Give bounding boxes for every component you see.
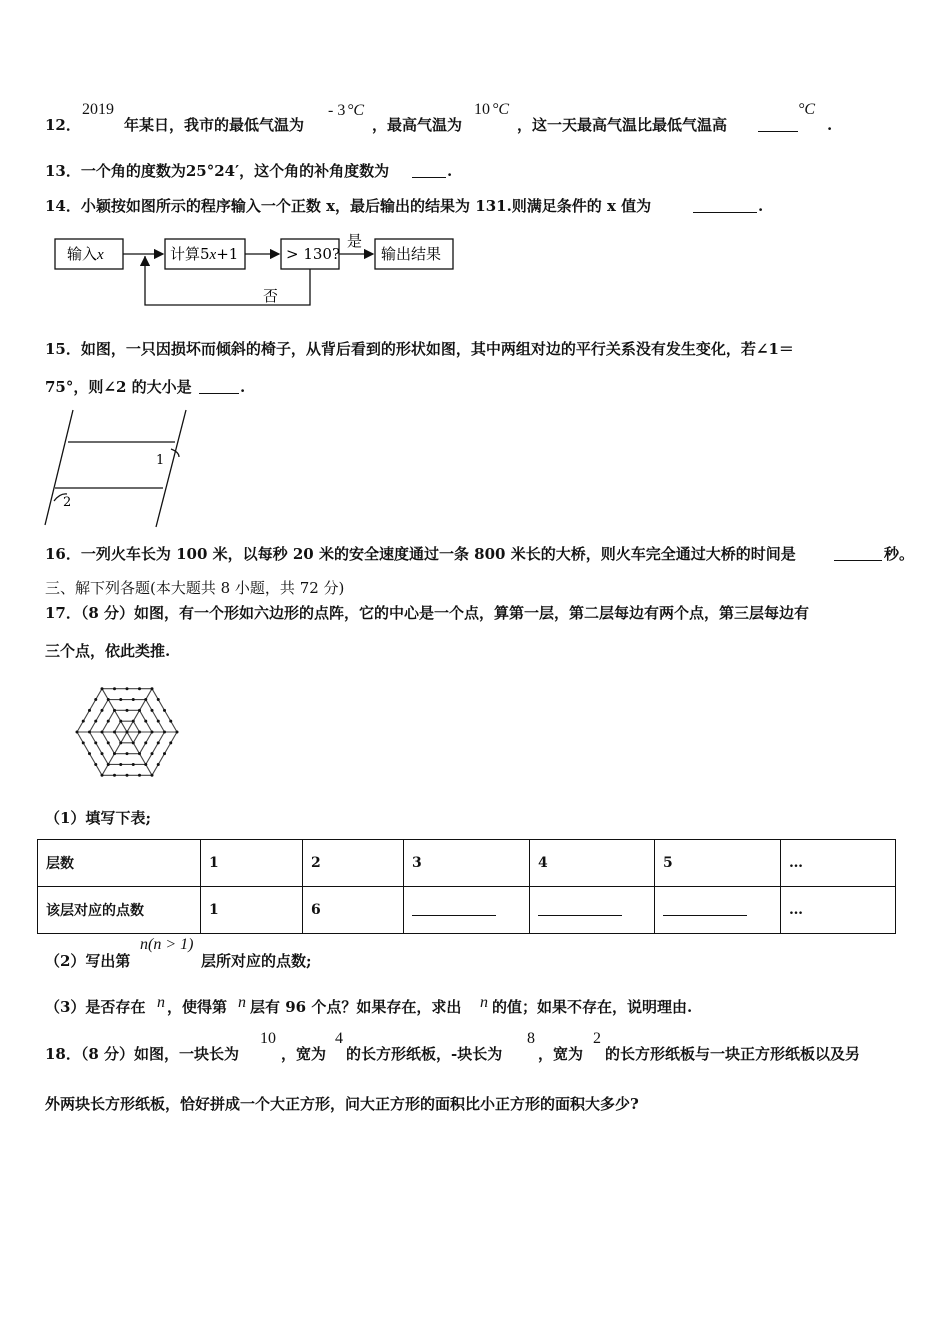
lattice-dot: [113, 709, 116, 712]
q17-table: [37, 839, 896, 934]
q17-hexagon-lattice: [55, 670, 200, 795]
lattice-dot: [107, 741, 110, 744]
q17-blank-layer-3[interactable]: [412, 901, 496, 916]
q12-year: 2019: [82, 101, 114, 118]
lattice-dot: [82, 720, 85, 723]
q12-unit: °C: [798, 101, 816, 118]
flow-input-label: 输入x: [67, 245, 104, 263]
table-cell: 3: [404, 840, 530, 887]
q17-sub-3-n-3: n: [480, 994, 488, 1011]
lattice-dot: [151, 709, 154, 712]
q18-value-4: 2: [593, 1030, 601, 1047]
lattice-dot: [88, 752, 91, 755]
q14-end: .: [758, 197, 764, 215]
q17-blank-layer-5[interactable]: [663, 901, 747, 916]
flow-no-label: 否: [263, 287, 279, 305]
lattice-dot: [151, 752, 154, 755]
q12-low-temp: - 3: [328, 102, 346, 119]
lattice-dot: [138, 774, 141, 777]
q17-sub-1: （1）填写下表;: [45, 809, 151, 827]
q12-text-1: 年某日，我市的最低气温为: [124, 116, 305, 134]
lattice-dot: [76, 731, 79, 734]
q18-text-b: ，宽为: [281, 1045, 327, 1063]
chair-right-edge: [156, 410, 186, 527]
q18-value-2: 4: [335, 1030, 343, 1047]
q12-text-2: ，最高气温为: [372, 116, 463, 134]
table-cell: 6: [303, 887, 404, 934]
lattice-dot: [119, 698, 122, 701]
lattice-dot: [126, 774, 129, 777]
q12-deg-c-1: °C: [347, 102, 365, 119]
q18-text-e: 的长方形纸板与一块正方形纸板以及另: [605, 1045, 861, 1063]
table-cell: 1: [201, 887, 303, 934]
table-cell-answer: [404, 887, 530, 934]
lattice-dot: [119, 720, 122, 723]
lattice-dot: [113, 752, 116, 755]
lattice-dot: [94, 698, 97, 701]
lattice-dot: [144, 698, 147, 701]
q17-sub-3-a: （3）是否存在: [45, 998, 146, 1016]
lattice-dot: [113, 687, 116, 690]
flow-cond-label: > 130?: [286, 245, 341, 263]
flow-calc-label: 计算5x+1: [170, 245, 239, 263]
table-cell: 4: [530, 840, 655, 887]
q17-sub-3-d: 的值；如果不存在，说明理由.: [492, 998, 693, 1016]
lattice-dot: [157, 698, 160, 701]
lattice-dot: [138, 752, 141, 755]
q17-sub-2-a: （2）写出第: [45, 952, 131, 970]
q17-sub-3-n-1: n: [157, 994, 165, 1011]
lattice-dot: [132, 763, 135, 766]
q18-text-c: 的长方形纸板，-块长为: [346, 1045, 503, 1063]
q17-sub-2-b: 层所对应的点数;: [201, 952, 312, 970]
flow-loop-line: [145, 256, 310, 305]
section-3-heading: 三、解下列各题(本大题共 8 小题，共 72 分): [45, 579, 345, 597]
q13-end: .: [447, 162, 453, 180]
lattice-dot: [82, 741, 85, 744]
table-cell: 1: [201, 840, 303, 887]
q18-line-2: 外两块长方形纸板，恰好拼成一个大正方形，问大正方形的面积比小正方形的面积大多少?: [45, 1095, 639, 1113]
q16-answer-blank[interactable]: [834, 546, 882, 561]
flow-yes-label: 是: [347, 232, 363, 250]
q17-line-2: 三个点，依此类推.: [45, 642, 171, 660]
table-cell-answer: [530, 887, 655, 934]
q15-line-2: 75°，则∠2 的大小是: [45, 378, 192, 396]
lattice-dot: [144, 763, 147, 766]
q13-text: 13．一个角的度数为25°24′，这个角的补角度数为: [45, 162, 390, 180]
lattice-dot: [126, 687, 129, 690]
lattice-dot: [138, 731, 141, 734]
q12-number: 12．: [45, 116, 81, 134]
lattice-dot: [169, 741, 172, 744]
lattice-dot: [163, 709, 166, 712]
lattice-dot: [88, 709, 91, 712]
lattice-dot: [157, 720, 160, 723]
q14-text: 14．小颖按如图所示的程序输入一个正数 x，最后输出的结果为 131.则满足条件的 x 值为: [45, 197, 652, 215]
lattice-dot: [101, 752, 104, 755]
q15-answer-blank[interactable]: [199, 379, 239, 394]
table-cell: 2: [303, 840, 404, 887]
lattice-dot: [88, 731, 91, 734]
lattice-dot: [163, 752, 166, 755]
lattice-dot: [94, 741, 97, 744]
lattice-dot: [151, 774, 154, 777]
flow-output-label: 输出结果: [381, 245, 442, 263]
lattice-dot: [101, 709, 104, 712]
lattice-dot: [101, 774, 104, 777]
q17-sub-2-math: n(n > 1): [140, 936, 194, 953]
lattice-dot: [126, 731, 129, 734]
lattice-dot: [163, 731, 166, 734]
q15-end: .: [240, 378, 246, 396]
q15-chair-figure: [40, 405, 200, 535]
angle-2-label: 2: [63, 495, 72, 510]
lattice-dot: [94, 720, 97, 723]
lattice-dot: [126, 752, 129, 755]
lattice-dot: [107, 720, 110, 723]
lattice-dot: [144, 720, 147, 723]
q12-deg-c-2: °C: [492, 101, 510, 118]
lattice-dot: [113, 774, 116, 777]
table-cell-header-points: 该层对应的点数: [38, 887, 201, 934]
lattice-dot: [119, 763, 122, 766]
lattice-dot: [113, 731, 116, 734]
q12-high-temp: 10: [474, 101, 490, 118]
table-cell-answer: [655, 887, 781, 934]
table-cell: 5: [655, 840, 781, 887]
lattice-dot: [132, 741, 135, 744]
lattice-dot: [119, 741, 122, 744]
q18-text-a: 18．（8 分）如图，一块长为: [45, 1045, 240, 1063]
lattice-dot: [138, 709, 141, 712]
lattice-dot: [107, 698, 110, 701]
q15-line-1: 15．如图，一只因损坏而倾斜的椅子，从背后看到的形状如图，其中两组对边的平行关系没有发生变化，若∠1＝: [45, 340, 794, 358]
angle-1-label: 1: [156, 453, 165, 468]
table-row: [38, 887, 896, 934]
table-cell-header-layers: 层数: [38, 840, 201, 887]
lattice-dot: [132, 698, 135, 701]
lattice-dot: [138, 687, 141, 690]
lattice-dot: [176, 731, 179, 734]
lattice-dot: [101, 731, 104, 734]
q18-value-1: 10: [260, 1030, 276, 1047]
lattice-dot: [101, 687, 104, 690]
q16-text: 16．一列火车长为 100 米，以每秒 20 米的安全速度通过一条 800 米长的大桥，则火车完全通过大桥的时间是: [45, 545, 796, 563]
lattice-dot: [151, 687, 154, 690]
q17-sub-3-n-2: n: [238, 994, 246, 1011]
lattice-dot: [169, 720, 172, 723]
q17-blank-layer-4[interactable]: [538, 901, 622, 916]
lattice-dot: [94, 763, 97, 766]
lattice-dot: [107, 763, 110, 766]
lattice-dot: [157, 763, 160, 766]
q18-text-d: ，宽为: [538, 1045, 584, 1063]
q16-end: 秒。: [884, 545, 915, 563]
table-cell: …: [781, 887, 896, 934]
q17-line-1: 17．（8 分）如图，有一个形如六边形的点阵，它的中心是一个点，算第一层，第二层每边有两个点，第三层每边有: [45, 604, 810, 622]
lattice-dot: [132, 720, 135, 723]
lattice-dot: [126, 709, 129, 712]
q18-value-3: 8: [527, 1030, 535, 1047]
lattice-dot: [157, 741, 160, 744]
table-row: [38, 840, 896, 887]
q12-end: .: [827, 116, 833, 134]
q12-text-3: ，这一天最高气温比最低气温高: [517, 116, 728, 134]
lattice-dot: [144, 741, 147, 744]
q17-sub-3-b: ，使得第: [167, 998, 228, 1016]
table-cell: …: [781, 840, 896, 887]
q17-sub-3-c: 层有 96 个点？如果存在，求出: [250, 998, 462, 1016]
lattice-dot: [151, 731, 154, 734]
